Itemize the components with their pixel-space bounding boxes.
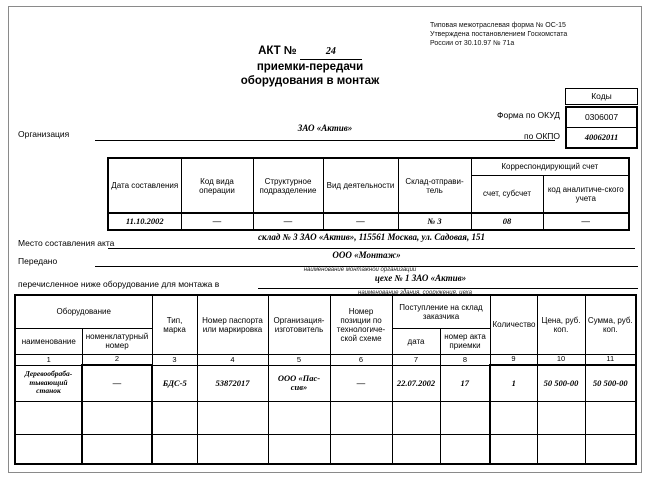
mt-empty-cell xyxy=(440,434,490,464)
mt-empty-cell xyxy=(15,434,82,464)
title-line3: оборудования в монтаж xyxy=(240,75,380,87)
mt-v-nom-number: — xyxy=(82,365,152,401)
equipment-table xyxy=(14,294,637,465)
document-title xyxy=(160,44,460,88)
info-h-division: Структурное подразделение xyxy=(253,158,323,213)
mt-empty-cell xyxy=(197,401,268,434)
mt-h-maker: Организация-изготовитель xyxy=(268,295,330,354)
info-h-warehouse: Склад-отправи-тель xyxy=(398,158,471,213)
place-label: Место составления акта xyxy=(18,238,115,248)
info-v-date: 11.10.2002 xyxy=(108,213,181,230)
mt-h-price: Цена, руб. коп. xyxy=(537,295,585,354)
transferred-label: Передано xyxy=(18,256,58,266)
info-v-division: — xyxy=(253,213,323,230)
mt-colnum-4: 4 xyxy=(197,354,268,365)
info-v-analytic-code: — xyxy=(543,213,629,230)
mt-colnum-8: 8 xyxy=(440,354,490,365)
mt-empty-cell xyxy=(537,401,585,434)
mt-colnum-11: 11 xyxy=(585,354,636,365)
organization-label: Организация xyxy=(18,129,70,139)
mt-empty-cell xyxy=(392,401,440,434)
mt-v-type: БДС-5 xyxy=(152,365,197,401)
form-note-line3: России от 30.10.97 № 71а xyxy=(430,40,515,47)
mt-empty-cell xyxy=(490,401,537,434)
mt-h-name: наименование xyxy=(15,328,82,354)
info-h-analytic-code: код аналитиче-ского учета xyxy=(543,175,629,213)
mt-h-position: Номер позиции по технологиче-ской схеме xyxy=(330,295,392,354)
mt-empty-cell xyxy=(152,434,197,464)
mt-empty-cell xyxy=(330,401,392,434)
info-v-warehouse: № 3 xyxy=(398,213,471,230)
mt-colnum-10: 10 xyxy=(537,354,585,365)
info-table xyxy=(107,157,630,231)
mt-v-sum: 50 500-00 xyxy=(585,365,636,401)
mt-v-name: Деревообраба-тывающий станок xyxy=(15,365,82,401)
equipment-line-value: цехе № 1 ЗАО «Актив» xyxy=(258,273,638,289)
mt-empty-cell xyxy=(15,401,82,434)
transferred-value: ООО «Монтаж» xyxy=(95,250,638,267)
mt-v-receipt-act: 17 xyxy=(440,365,490,401)
mt-empty-cell xyxy=(197,434,268,464)
mt-colnum-1: 1 xyxy=(15,354,82,365)
mt-colnum-5: 5 xyxy=(268,354,330,365)
mt-h-passport: Номер паспорта или маркировка xyxy=(197,295,268,354)
mt-v-position: — xyxy=(330,365,392,401)
mt-empty-cell xyxy=(585,401,636,434)
mt-empty-cell xyxy=(490,434,537,464)
mt-empty-cell xyxy=(440,401,490,434)
mt-v-receipt-date: 22.07.2002 xyxy=(392,365,440,401)
info-h-activity: Вид деятельности xyxy=(323,158,398,213)
form-note-line1: Типовая межотраслевая форма № ОС-15 xyxy=(430,22,566,29)
equipment-line-label: перечисленное ниже оборудование для монтажа в xyxy=(18,279,220,289)
mt-empty-cell xyxy=(392,434,440,464)
mt-v-quantity: 1 xyxy=(490,365,537,401)
info-h-opcode: Код вида операции xyxy=(181,158,253,213)
info-v-activity: — xyxy=(323,213,398,230)
okpo-label: по ОКПО xyxy=(524,131,560,141)
mt-v-maker: ООО «Пас-сив» xyxy=(268,365,330,401)
title-line2: приемки-передачи xyxy=(256,61,364,73)
info-v-opcode: — xyxy=(181,213,253,230)
mt-v-price: 50 500-00 xyxy=(537,365,585,401)
mt-empty-cell xyxy=(82,401,152,434)
mt-h-sum: Сумма, руб. коп. xyxy=(585,295,636,354)
mt-v-passport: 53872017 xyxy=(197,365,268,401)
mt-h-receipt-group: Поступление на склад заказчика xyxy=(392,295,490,328)
info-h-corr-account: Корреспондирующий счет xyxy=(471,158,629,175)
mt-h-receipt-act: номер акта приемки xyxy=(440,328,490,354)
mt-empty-cell xyxy=(537,434,585,464)
place-value: склад № 3 ЗАО «Актив», 115561 Москва, ул. Садовая, 151 xyxy=(108,232,635,249)
mt-colnum-6: 6 xyxy=(330,354,392,365)
info-h-subaccount: счет, субсчет xyxy=(471,175,543,213)
mt-empty-cell xyxy=(268,401,330,434)
mt-h-receipt-date: дата xyxy=(392,328,440,354)
organization-value: ЗАО «Актив» xyxy=(95,123,555,141)
mt-empty-cell xyxy=(585,434,636,464)
codes-values xyxy=(565,106,638,149)
codes-header: Коды xyxy=(565,88,638,105)
mt-colnum-9: 9 xyxy=(490,354,537,365)
codes-box xyxy=(565,88,638,149)
mt-h-equipment-group: Оборудование xyxy=(15,295,152,328)
mt-h-type: Тип, марка xyxy=(152,295,197,354)
info-v-subaccount: 08 xyxy=(471,213,543,230)
mt-colnum-2: 2 xyxy=(82,354,152,365)
mt-h-quantity: Количество xyxy=(490,295,537,354)
mt-colnum-3: 3 xyxy=(152,354,197,365)
transferred-caption: наименование монтажной организации xyxy=(303,267,417,273)
equipment-line-caption: наименование здания, сооружения, цеха xyxy=(358,290,472,296)
mt-empty-cell xyxy=(268,434,330,464)
mt-empty-cell xyxy=(152,401,197,434)
info-h-date: Дата составления xyxy=(108,158,181,213)
okud-label: Форма по ОКУД xyxy=(497,110,560,120)
mt-h-nom-number: номенклатурный номер xyxy=(82,328,152,354)
okpo-code: 40062011 xyxy=(567,127,636,147)
act-number: 24 xyxy=(300,45,362,60)
title-line1 xyxy=(160,44,460,60)
mt-empty-cell xyxy=(330,434,392,464)
mt-empty-cell xyxy=(82,434,152,464)
mt-colnum-7: 7 xyxy=(392,354,440,365)
title-prefix: АКТ № xyxy=(258,45,297,57)
form-note-line2: Утверждена постановлением Госкомстата xyxy=(430,31,568,38)
okud-code: 0306007 xyxy=(584,112,619,122)
